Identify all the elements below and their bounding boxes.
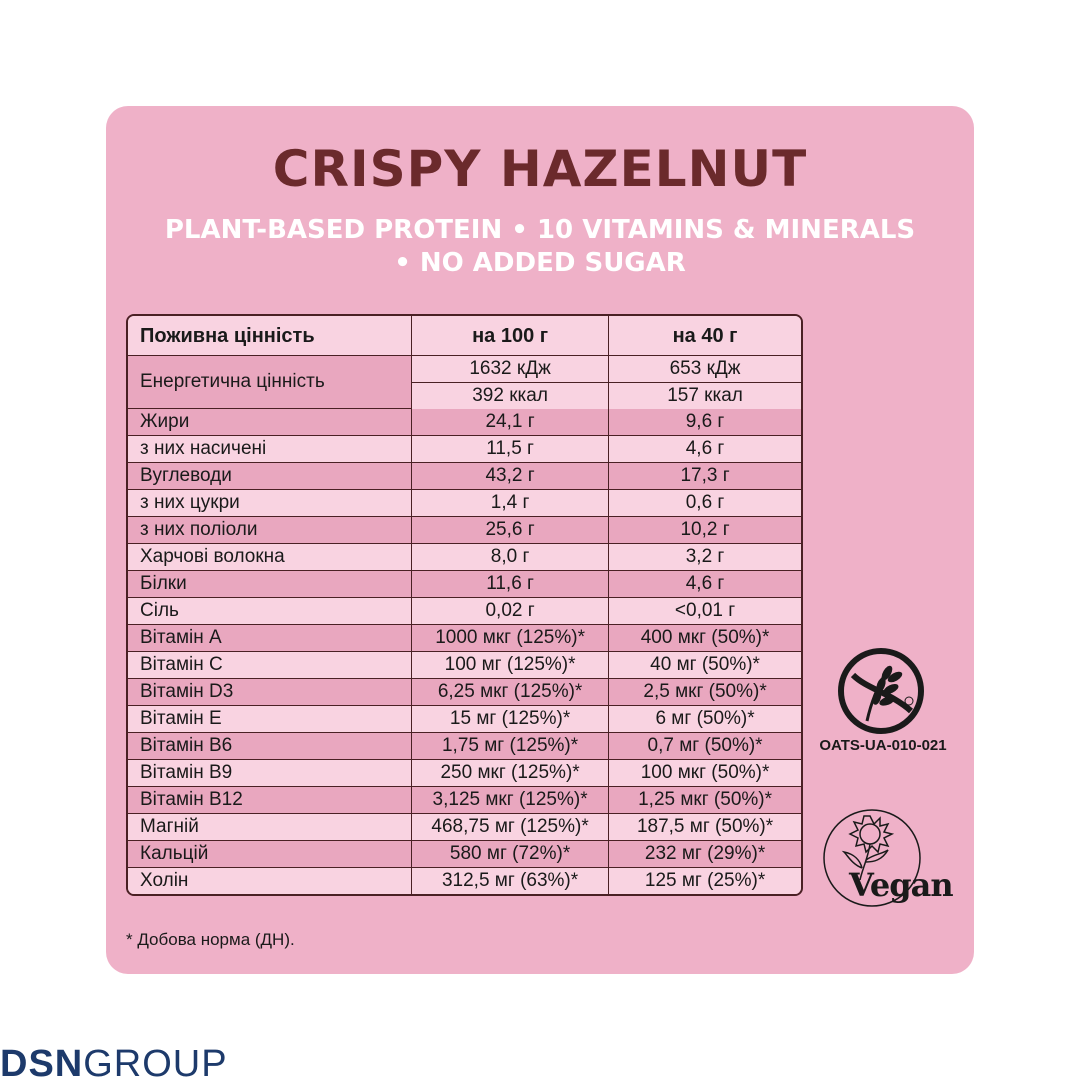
table-row — [128, 787, 801, 814]
table-row — [128, 652, 801, 679]
value-per-100g: 1,4 г — [412, 490, 609, 517]
nutrient-name: Магній — [128, 814, 412, 841]
header-nutrient: Поживна цінність — [128, 316, 412, 356]
table-row — [128, 598, 801, 625]
value-per-100g: 11,5 г — [412, 436, 609, 463]
nutrient-name: з них поліоли — [128, 517, 412, 544]
nutrient-name: Сіль — [128, 598, 412, 625]
nutrient-name: Вуглеводи — [128, 463, 412, 490]
table-row — [128, 679, 801, 706]
nutrition-table — [126, 314, 803, 896]
table-row — [128, 436, 801, 463]
value-per-40g: 0,7 мг (50%)* — [609, 733, 801, 760]
table-row — [128, 490, 801, 517]
table-header-row — [128, 316, 801, 356]
value-per-40g: 100 мкг (50%)* — [609, 760, 801, 787]
value-per-40g: 0,6 г — [609, 490, 801, 517]
value-per-100g: 15 мг (125%)* — [412, 706, 609, 733]
certification-code: OATS-UA-010-021 — [819, 737, 947, 754]
nutrient-name: Вітамін В6 — [128, 733, 412, 760]
table-row — [128, 841, 801, 868]
table-row — [128, 760, 801, 787]
product-subtitle — [150, 214, 930, 280]
value-per-40g: 10,2 г — [609, 517, 801, 544]
header-per-100g: на 100 г — [412, 316, 609, 356]
value-per-100g: 3,125 мкг (125%)* — [412, 787, 609, 814]
nutrient-name: Кальцій — [128, 841, 412, 868]
brand-part-1: DSN — [0, 1043, 84, 1085]
value-per-100g: 24,1 г — [412, 409, 609, 436]
value-per-100g: 100 мг (125%)* — [412, 652, 609, 679]
value-per-100g: 25,6 г — [412, 517, 609, 544]
nutrient-name: Білки — [128, 571, 412, 598]
product-title: CRISPY HAZELNUT — [272, 140, 808, 198]
energy-kj-40: 653 кДж — [609, 356, 801, 383]
value-per-40g: 232 мг (29%)* — [609, 841, 801, 868]
nutrient-name: Вітамін В9 — [128, 760, 412, 787]
table-row — [128, 868, 801, 894]
value-per-40g: 400 мкг (50%)* — [609, 625, 801, 652]
nutrient-name: з них насичені — [128, 436, 412, 463]
value-per-100g: 8,0 г — [412, 544, 609, 571]
gluten-free-crossed-grain-icon — [837, 647, 925, 735]
nutrient-name: Вітамін Е — [128, 706, 412, 733]
nutrient-name: Вітамін А — [128, 625, 412, 652]
brand-watermark — [0, 1044, 228, 1084]
energy-row-kj — [128, 356, 801, 383]
value-per-40g: 4,6 г — [609, 436, 801, 463]
value-per-100g: 580 мг (72%)* — [412, 841, 609, 868]
value-per-100g: 468,75 мг (125%)* — [412, 814, 609, 841]
energy-kcal-100: 392 ккал — [412, 383, 609, 409]
nutrient-name: Вітамін С — [128, 652, 412, 679]
header-per-40g: на 40 г — [609, 316, 801, 356]
vegan-logo-text: Vegan — [849, 866, 953, 904]
nutrient-name: Харчові волокна — [128, 544, 412, 571]
value-per-40g: 40 мг (50%)* — [609, 652, 801, 679]
table-row — [128, 544, 801, 571]
energy-kcal-40: 157 ккал — [609, 383, 801, 409]
value-per-100g: 43,2 г — [412, 463, 609, 490]
brand-part-2: GROUP — [83, 1043, 228, 1085]
energy-label: Енергетична цінність — [128, 356, 412, 409]
table-row — [128, 706, 801, 733]
value-per-40g: 6 мг (50%)* — [609, 706, 801, 733]
table-row — [128, 733, 801, 760]
energy-kj-100: 1632 кДж — [412, 356, 609, 383]
value-per-100g: 312,5 мг (63%)* — [412, 868, 609, 894]
value-per-100g: 6,25 мкг (125%)* — [412, 679, 609, 706]
table-row — [128, 409, 801, 436]
nutrient-name: з них цукри — [128, 490, 412, 517]
value-per-40g: 4,6 г — [609, 571, 801, 598]
value-per-40g: 2,5 мкг (50%)* — [609, 679, 801, 706]
value-per-40g: <0,01 г — [609, 598, 801, 625]
subtitle-line-2: • NO ADDED SUGAR — [394, 248, 686, 278]
value-per-100g: 11,6 г — [412, 571, 609, 598]
subtitle-line-1: PLANT-BASED PROTEIN • 10 VITAMINS & MINERALS — [164, 215, 916, 245]
nutrient-name: Холін — [128, 868, 412, 894]
nutrient-name: Вітамін D3 — [128, 679, 412, 706]
value-per-40g: 3,2 г — [609, 544, 801, 571]
table-row — [128, 517, 801, 544]
value-per-40g: 17,3 г — [609, 463, 801, 490]
value-per-100g: 250 мкг (125%)* — [412, 760, 609, 787]
nutrient-rows — [128, 409, 801, 894]
value-per-40g: 187,5 мг (50%)* — [609, 814, 801, 841]
value-per-40g: 9,6 г — [609, 409, 801, 436]
nutrient-name: Вітамін В12 — [128, 787, 412, 814]
value-per-100g: 0,02 г — [412, 598, 609, 625]
table-row — [128, 571, 801, 598]
value-per-40g: 1,25 мкг (50%)* — [609, 787, 801, 814]
table-row — [128, 814, 801, 841]
value-per-100g: 1000 мкг (125%)* — [412, 625, 609, 652]
value-per-40g: 125 мг (25%)* — [609, 868, 801, 894]
value-per-100g: 1,75 мг (125%)* — [412, 733, 609, 760]
table-row — [128, 463, 801, 490]
footnote: * Добова норма (ДН). — [126, 930, 295, 949]
nutrient-name: Жири — [128, 409, 412, 436]
table-row — [128, 625, 801, 652]
